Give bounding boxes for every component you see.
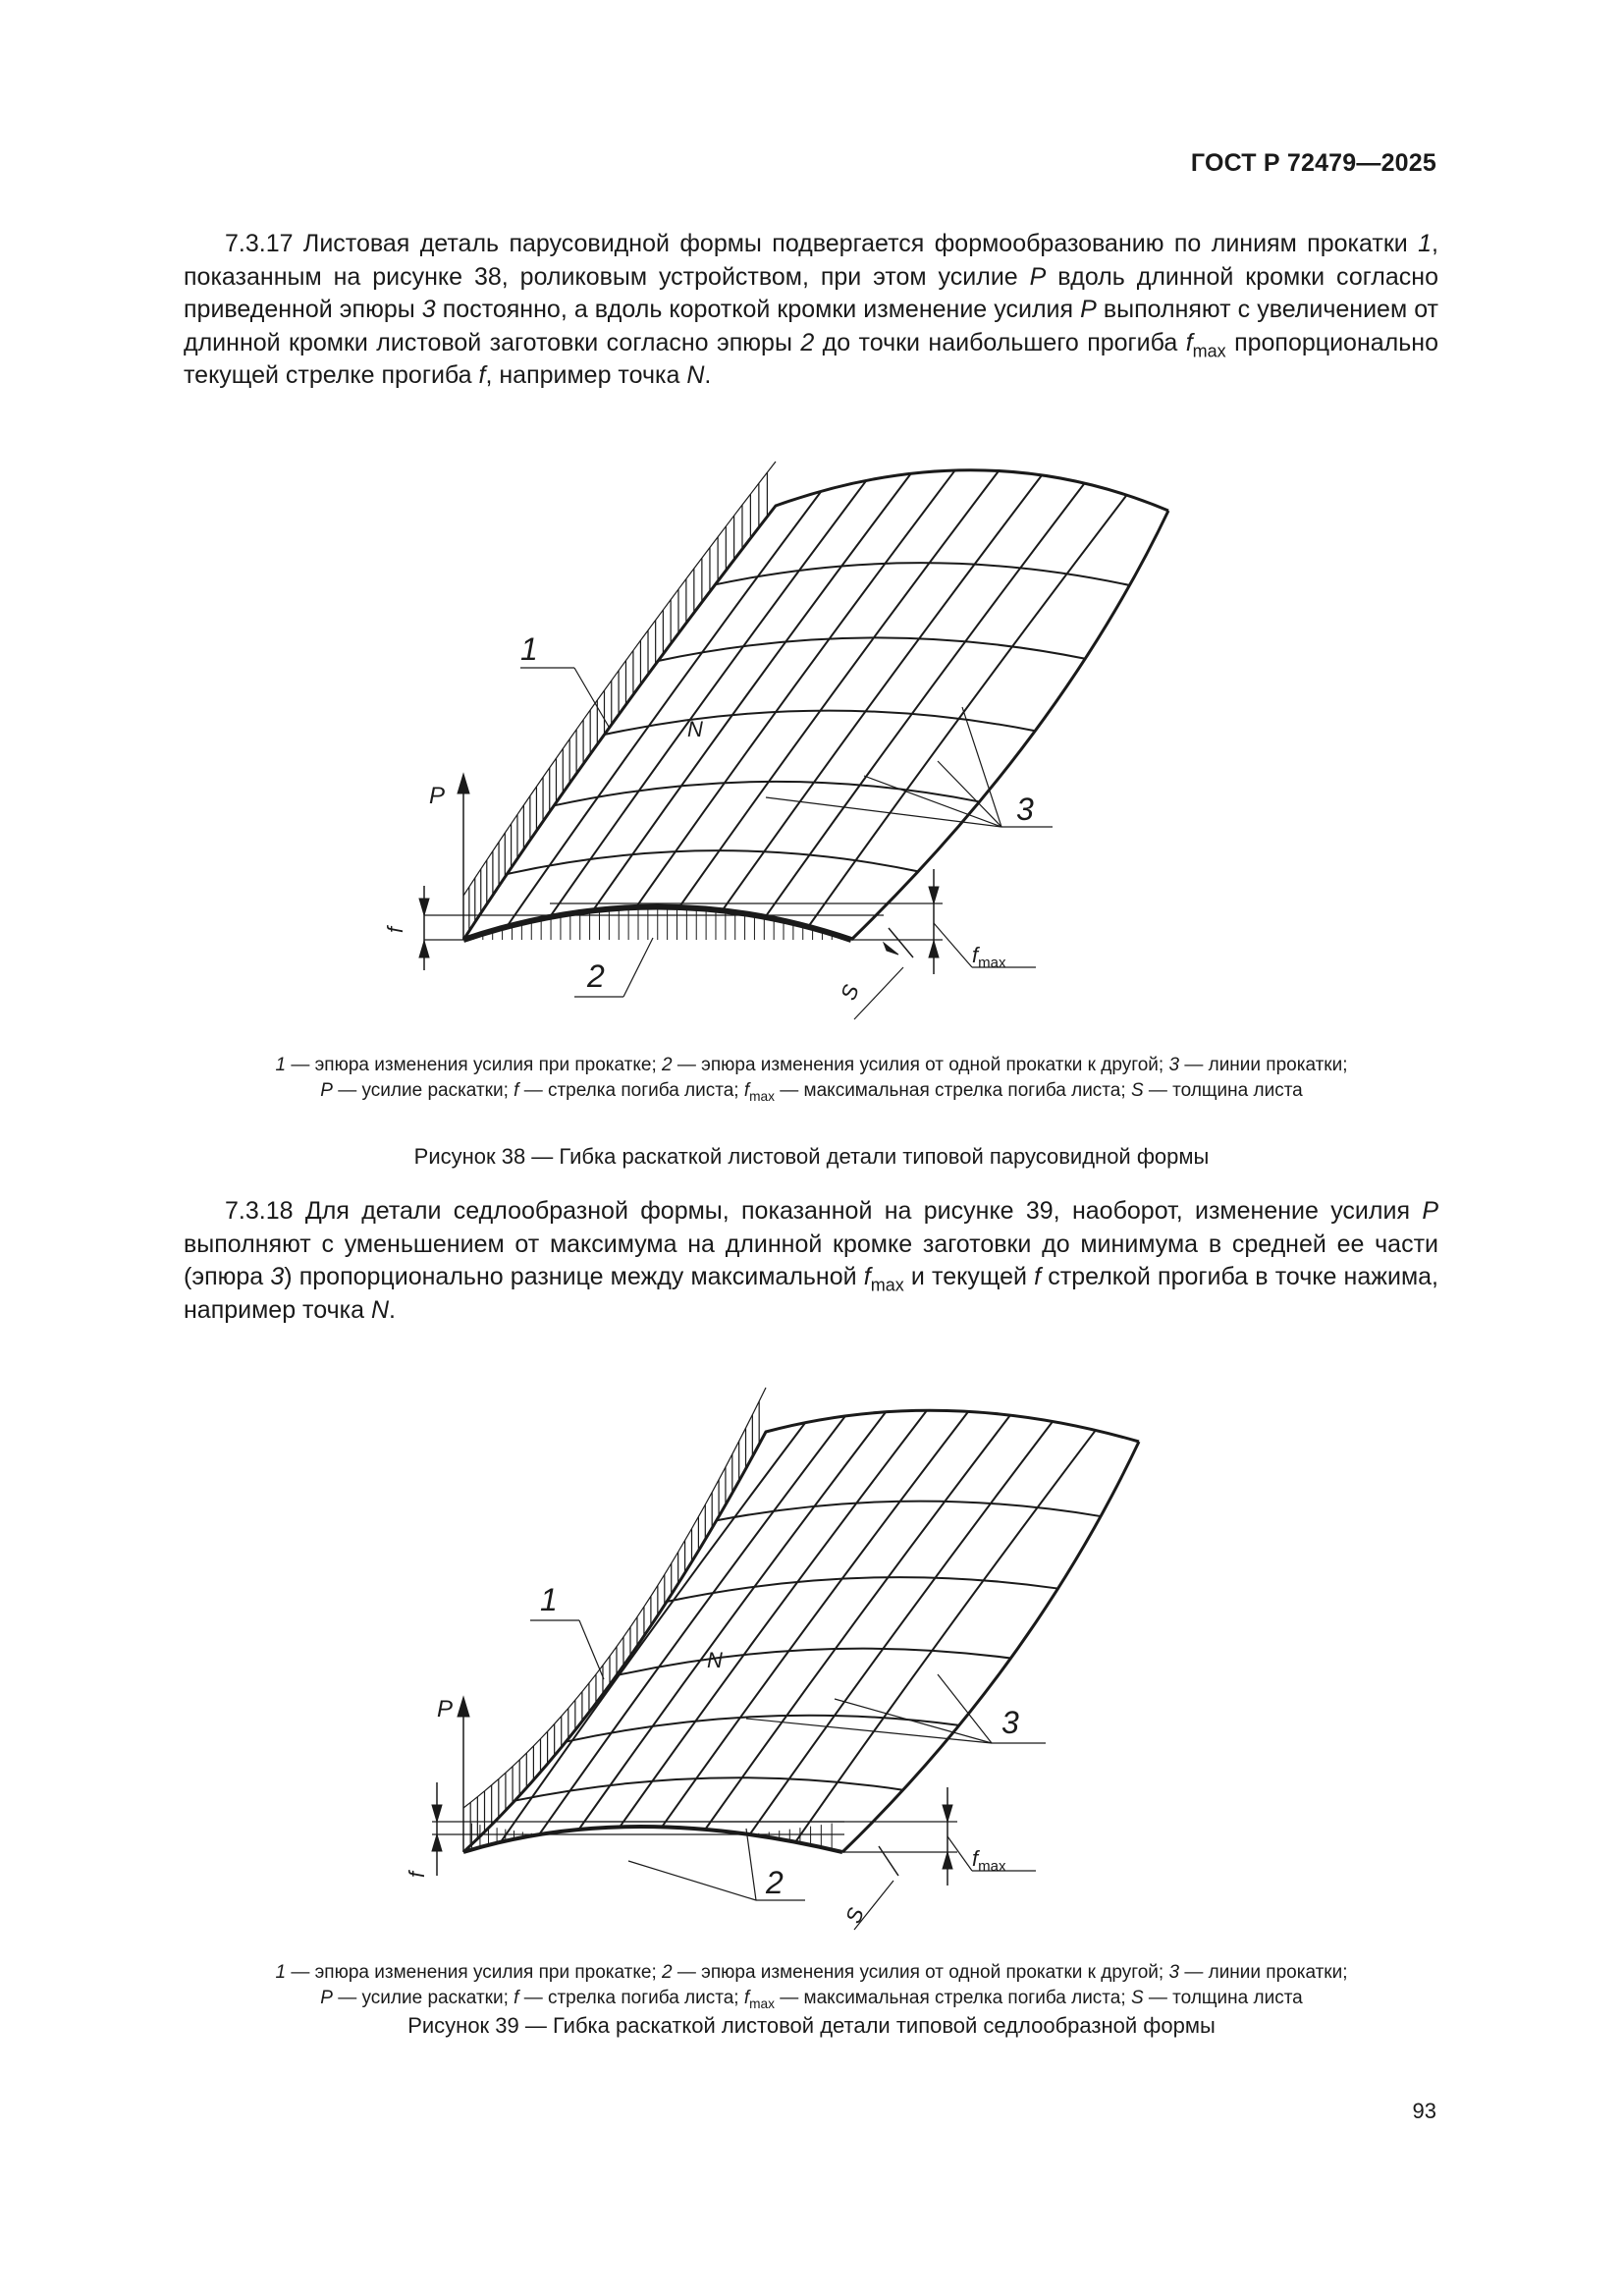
p-arrow-head bbox=[458, 1697, 469, 1717]
epure-1-hatch bbox=[463, 1388, 766, 1845]
grid-line bbox=[507, 491, 821, 927]
legend-run: f bbox=[743, 1080, 750, 1101]
legend-run: — усилие раскатки; bbox=[332, 1988, 514, 2008]
figure-39-drawing bbox=[432, 1388, 1139, 1930]
label-p: P bbox=[437, 1696, 454, 1722]
grid-line bbox=[705, 1415, 1010, 1830]
legend-run: 2 bbox=[662, 1962, 673, 1983]
grid-line bbox=[723, 475, 1043, 910]
roll-line bbox=[667, 1577, 1057, 1602]
legend-run: — эпюра изменения усилия при прокатке; bbox=[286, 1055, 663, 1075]
grid-line bbox=[662, 1411, 968, 1827]
legend-run: — эпюра изменения усилия при прокатке; bbox=[286, 1962, 663, 1983]
sheet-outline bbox=[463, 470, 1168, 940]
legend-run: — толщина листа bbox=[1143, 1988, 1303, 2008]
grid-line bbox=[795, 1430, 1096, 1841]
roll-line bbox=[566, 1716, 958, 1742]
legend-run: max bbox=[749, 1088, 775, 1104]
legend-38 bbox=[98, 1053, 1525, 1104]
epure-1-hatch bbox=[463, 462, 776, 931]
paragraph-7-3-17: 7.3.17 Листовая деталь парусовидной формы подвергается формообразованию по линиям прокатки 1, показанным на рисунке 38, роликовым устройством, при этом усилие P вдоль длинной кромки согласно приведенной эпюры 3 постоянно, а вдоль короткой кромки изменение усилия P выполняют с увеличением от длинной кромки листовой заготовки согласно эпюры 2 до точки наибольшего прогиба $f_{max}$ пропорционально текущей стрелке прогиба f, например точка N. bbox=[184, 230, 1438, 389]
legend-run: f bbox=[743, 1988, 750, 2008]
legend-run: — стрелка погиба листа; bbox=[518, 1988, 744, 2008]
p-arrow-head bbox=[458, 774, 469, 793]
legend-run: P bbox=[320, 1988, 333, 2008]
legend-run: — максимальная стрелка погиба листа; bbox=[774, 1988, 1131, 2008]
rolling-lines bbox=[507, 470, 1129, 927]
caption-38: Рисунок 38 — Гибка раскаткой листовой детали типовой парусовидной формы bbox=[413, 1144, 1210, 1169]
legend-run: 2 bbox=[662, 1055, 673, 1075]
label-n: N bbox=[687, 717, 703, 741]
legend-38-line-1 bbox=[98, 1053, 1525, 1078]
legend-run: — линии прокатки; bbox=[1179, 1962, 1348, 1983]
legend-run: P bbox=[320, 1080, 333, 1101]
label-f: f bbox=[383, 926, 407, 933]
grid-line bbox=[539, 1416, 845, 1834]
roll-line bbox=[617, 1649, 1011, 1675]
label-fmax: $f_{max}$ bbox=[972, 1846, 1006, 1875]
epure-envelope bbox=[463, 462, 776, 896]
standard-header: ГОСТ Р 72479—2025 bbox=[1190, 149, 1436, 177]
roll-line bbox=[507, 850, 918, 874]
legend-run: — линии прокатки; bbox=[1179, 1055, 1348, 1075]
legend-run: 1 bbox=[275, 1055, 287, 1075]
label-2: 2 bbox=[766, 1865, 784, 1900]
bottom-edge-thick bbox=[463, 1827, 842, 1852]
label-3: 3 bbox=[1016, 792, 1034, 827]
legend-39-line-1 bbox=[98, 1960, 1525, 1986]
legend-run: f bbox=[514, 1988, 519, 2008]
legend-run: — эпюра изменения усилия от одной прокатки к другой; bbox=[672, 1962, 1169, 1983]
label-n: N bbox=[707, 1648, 723, 1672]
label-p: P bbox=[429, 783, 446, 809]
legend-run: S bbox=[1130, 1080, 1144, 1101]
roll-line bbox=[514, 1777, 902, 1800]
legend-38-line-2 bbox=[98, 1078, 1525, 1104]
grid-line bbox=[765, 483, 1084, 917]
grid-line bbox=[620, 1410, 927, 1827]
legend-run: 1 bbox=[275, 1962, 287, 1983]
figure-39-diagram bbox=[0, 1380, 1623, 1949]
page-number: 93 bbox=[1412, 2099, 1436, 2123]
sheet-outline bbox=[463, 1410, 1139, 1852]
legend-run: — максимальная стрелка погиба листа; bbox=[774, 1080, 1131, 1101]
label-f: f bbox=[405, 1871, 429, 1878]
label-s: S bbox=[836, 981, 864, 1004]
rolling-lines bbox=[501, 1410, 1101, 1841]
label-s: S bbox=[840, 1904, 869, 1927]
legend-run: S bbox=[1130, 1988, 1144, 2008]
grid-line bbox=[679, 471, 999, 907]
figure-38-drawing bbox=[419, 462, 1168, 1019]
legend-run: — усилие раскатки; bbox=[332, 1080, 514, 1101]
legend-run: f bbox=[514, 1080, 519, 1101]
label-1: 1 bbox=[540, 1582, 558, 1617]
legend-run: 3 bbox=[1168, 1962, 1180, 1983]
legend-run: — стрелка погиба листа; bbox=[518, 1080, 744, 1101]
figure-38-diagram bbox=[0, 432, 1623, 1041]
label-fmax: $f_{max}$ bbox=[972, 943, 1006, 971]
paragraph-7-3-18: 7.3.18 Для детали седлообразной формы, показанной на рисунке 39, наоборот, изменение усилия P выполняют с уменьшением от максимума на длинной кромке заготовки до минимума в средней ее части (эпюра 3) пропорционально разнице между максимальной $f_{max}$ и текущей f стрелкой прогиба в точке нажима, например точка N. bbox=[184, 1197, 1438, 1324]
legend-run: 3 bbox=[1168, 1055, 1180, 1075]
legend-run: — эпюра изменения усилия от одной прокатки к другой; bbox=[672, 1055, 1169, 1075]
caption-39: Рисунок 39 — Гибка раскаткой листовой детали типовой седлообразной формы bbox=[407, 2013, 1216, 2038]
legend-run: — толщина листа bbox=[1143, 1080, 1303, 1101]
grid-line bbox=[593, 473, 911, 910]
legend-run: max bbox=[749, 1995, 775, 2011]
label-1: 1 bbox=[520, 631, 538, 667]
label-2: 2 bbox=[587, 958, 605, 994]
label-3: 3 bbox=[1001, 1705, 1019, 1740]
legend-39-line-2 bbox=[98, 1986, 1525, 2011]
grid-line bbox=[636, 470, 955, 907]
legend-39 bbox=[98, 1960, 1525, 2011]
